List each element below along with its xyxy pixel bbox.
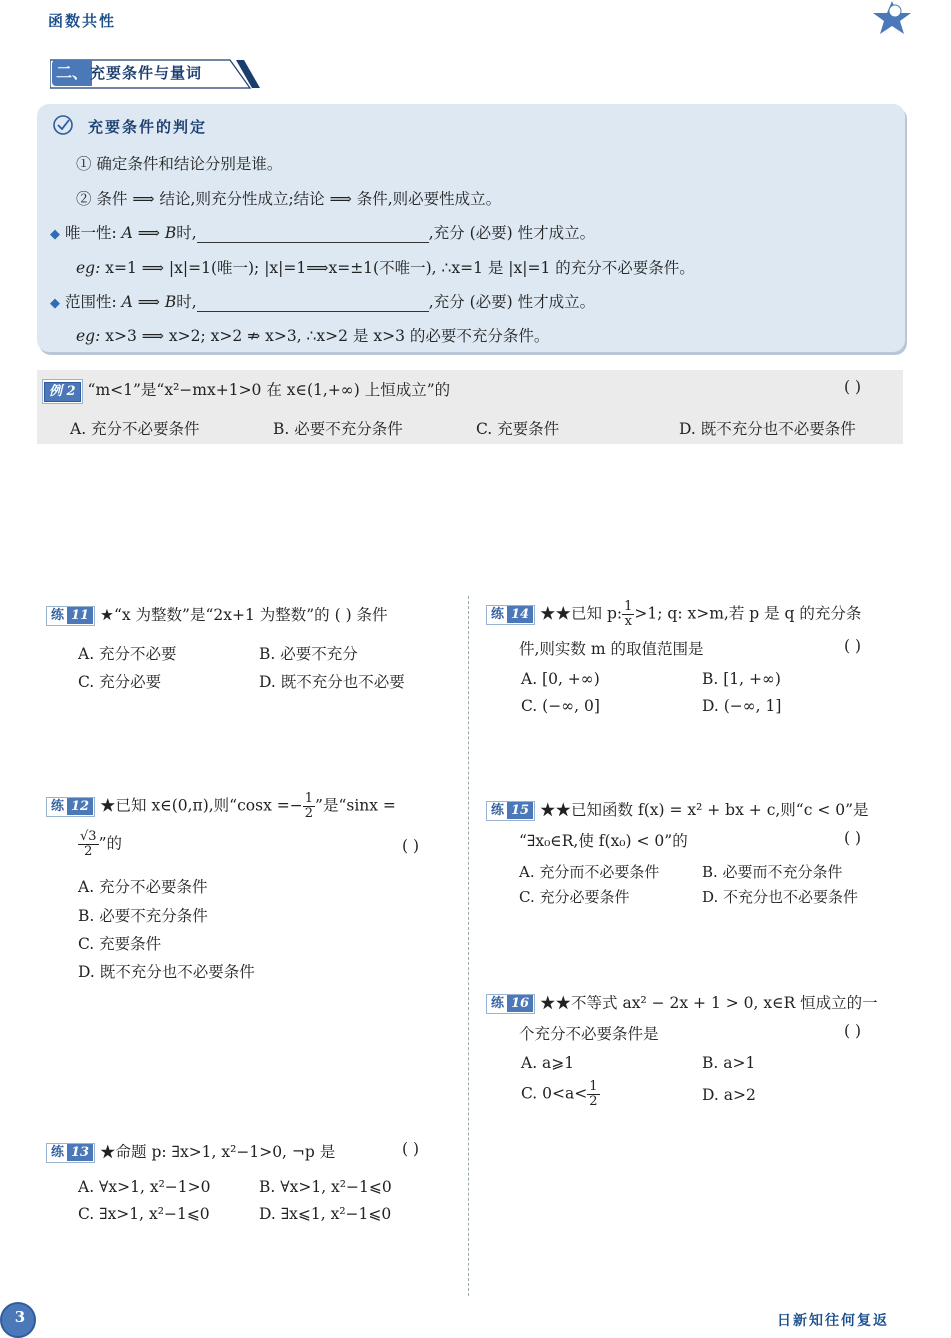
option-c: C. 0<a< $\frac{1}{2}$	[521, 1079, 598, 1109]
fill-blank	[197, 226, 429, 243]
exercise-12-stem: 练 12 ★已知 x∈(0,π),则“cosx =− $\frac{1}{2}$ ”是“sinx =	[46, 792, 396, 821]
option-a: A. 充分不必要条件	[70, 420, 200, 438]
option-a: A. 充分不必要条件	[78, 878, 208, 896]
option-a: A. ∀x>1, x²−1>0	[78, 1178, 211, 1196]
step-1: ① 确定条件和结论分别是谁。	[76, 155, 283, 173]
option-c: C. (−∞, 0]	[521, 697, 600, 715]
option-b: B. 必要不充分	[259, 645, 358, 663]
option-b: B. 必要而不充分条件	[702, 863, 843, 881]
exercise-16-stem: 练 16 ★★不等式 ax² − 2x + 1 > 0, x∈R 恒成立的一	[486, 991, 878, 1014]
uniqueness-rule: ◆ 唯一性: A ⟹ B时, ,充分 (必要) 性才成立。	[50, 224, 596, 242]
box-title: 充要条件的判定	[88, 118, 208, 136]
diamond-icon: ◆	[50, 227, 60, 242]
fraction: $\frac{1}{2}$	[304, 791, 314, 821]
option-c: C. 充分必要条件	[519, 888, 630, 906]
option-a: A. [0, +∞)	[521, 670, 600, 688]
exercise-tag: 练 12	[46, 797, 95, 817]
footer-motto: 日新知往何复返	[777, 1313, 889, 1329]
exercise-tag: 练 16	[486, 994, 535, 1014]
option-a: A. a⩾1	[521, 1054, 575, 1072]
answer-paren: ( )	[844, 829, 862, 847]
answer-paren: ( )	[402, 837, 420, 855]
answer-paren: ( )	[402, 1140, 420, 1158]
step-2: ② 条件 ⟹ 结论,则充分性成立;结论 ⟹ 条件,则必要性成立。	[76, 190, 502, 208]
exercise-14-stem: 练 14 ★★已知 p: $\frac{1}{x}$ >1; q: x>m,若 p 是 q 的充分条	[486, 600, 861, 629]
option-c: C. 充分必要	[78, 673, 162, 691]
fraction: $\frac{1}{x}$	[624, 599, 633, 629]
option-b: B. a>1	[702, 1054, 756, 1072]
option-b: B. ∀x>1, x²−1⩽0	[259, 1178, 392, 1196]
option-c: C. 充要条件	[476, 420, 560, 438]
exercise-16-stem-line2: 个充分不必要条件是	[519, 1025, 659, 1043]
option-d: D. ∃x⩽1, x²−1⩽0	[259, 1205, 392, 1223]
diamond-icon: ◆	[50, 296, 60, 311]
option-d: D. 既不充分也不必要	[259, 673, 405, 691]
fill-blank	[197, 295, 429, 312]
answer-paren: ( )	[844, 1022, 862, 1040]
column-divider	[468, 596, 469, 1296]
check-circle-icon	[52, 114, 74, 136]
option-b: B. [1, +∞)	[702, 670, 781, 688]
corner-logo-icon	[871, 0, 913, 36]
option-b: B. 必要不充分条件	[273, 420, 403, 438]
option-c: C. ∃x>1, x²−1⩽0	[78, 1205, 210, 1223]
option-b: B. 必要不充分条件	[78, 907, 208, 925]
option-a: A. 充分而不必要条件	[519, 863, 660, 881]
option-d: D. 既不充分也不必要条件	[78, 963, 255, 981]
exercise-14-stem-line2: 件,则实数 m 的取值范围是	[519, 640, 704, 658]
option-d: D. (−∞, 1]	[702, 697, 782, 715]
fraction: $\frac{√3}{2}$	[80, 829, 97, 859]
exercise-15-stem: 练 15 ★★已知函数 f(x) = x² + bx + c,则“c < 0”是	[486, 798, 869, 821]
exercise-15-stem-line2: “∃x₀∈R,使 f(x₀) < 0”的	[519, 832, 688, 850]
option-d: D. a>2	[702, 1086, 756, 1104]
example-2-stem: 例 2 “m<1”是“x²−mx+1>0 在 x∈(1,+∞) 上恒成立”的	[42, 378, 450, 404]
exercise-11-stem: 练 11 ★“x 为整数”是“2x+1 为整数”的 ( ) 条件	[46, 603, 388, 626]
exercise-tag: 练 13	[46, 1143, 95, 1163]
answer-paren: ( )	[844, 378, 862, 396]
exercise-tag: 练 14	[486, 605, 535, 625]
option-d: D. 既不充分也不必要条件	[679, 420, 856, 438]
exercise-tag: 练 11	[46, 606, 95, 626]
section-label: 充要条件与量词	[90, 64, 203, 82]
example-tag: 例 2	[42, 379, 83, 404]
range-example: eg: x>3 ⟹ x>2; x>2 ⇏ x>3, ∴x>2 是 x>3 的必要不充分条件。	[76, 327, 550, 345]
exercise-tag: 练 15	[486, 801, 535, 821]
exercise-13-stem: 练 13 ★命题 p: ∃x>1, x²−1>0, ¬p 是	[46, 1140, 335, 1163]
exercise-12-stem-line2: $\frac{√3}{2}$ ”的	[80, 829, 122, 859]
answer-paren: ( )	[844, 637, 862, 655]
section-number: 二、	[52, 60, 92, 86]
page-number: 3	[14, 1308, 26, 1326]
fraction: $\frac{1}{2}$	[589, 1079, 598, 1109]
option-a: A. 充分不必要	[78, 645, 177, 663]
uniqueness-example: eg: x=1 ⟹ |x|=1(唯一); |x|=1⟹x=±1(不唯一), ∴x=1 是 |x|=1 的充分不必要条件。	[76, 259, 695, 277]
range-rule: ◆ 范围性: A ⟹ B时, ,充分 (必要) 性才成立。	[50, 293, 596, 311]
option-c: C. 充要条件	[78, 935, 162, 953]
header-title: 函数共性	[48, 12, 117, 30]
option-d: D. 不充分也不必要条件	[702, 888, 859, 906]
